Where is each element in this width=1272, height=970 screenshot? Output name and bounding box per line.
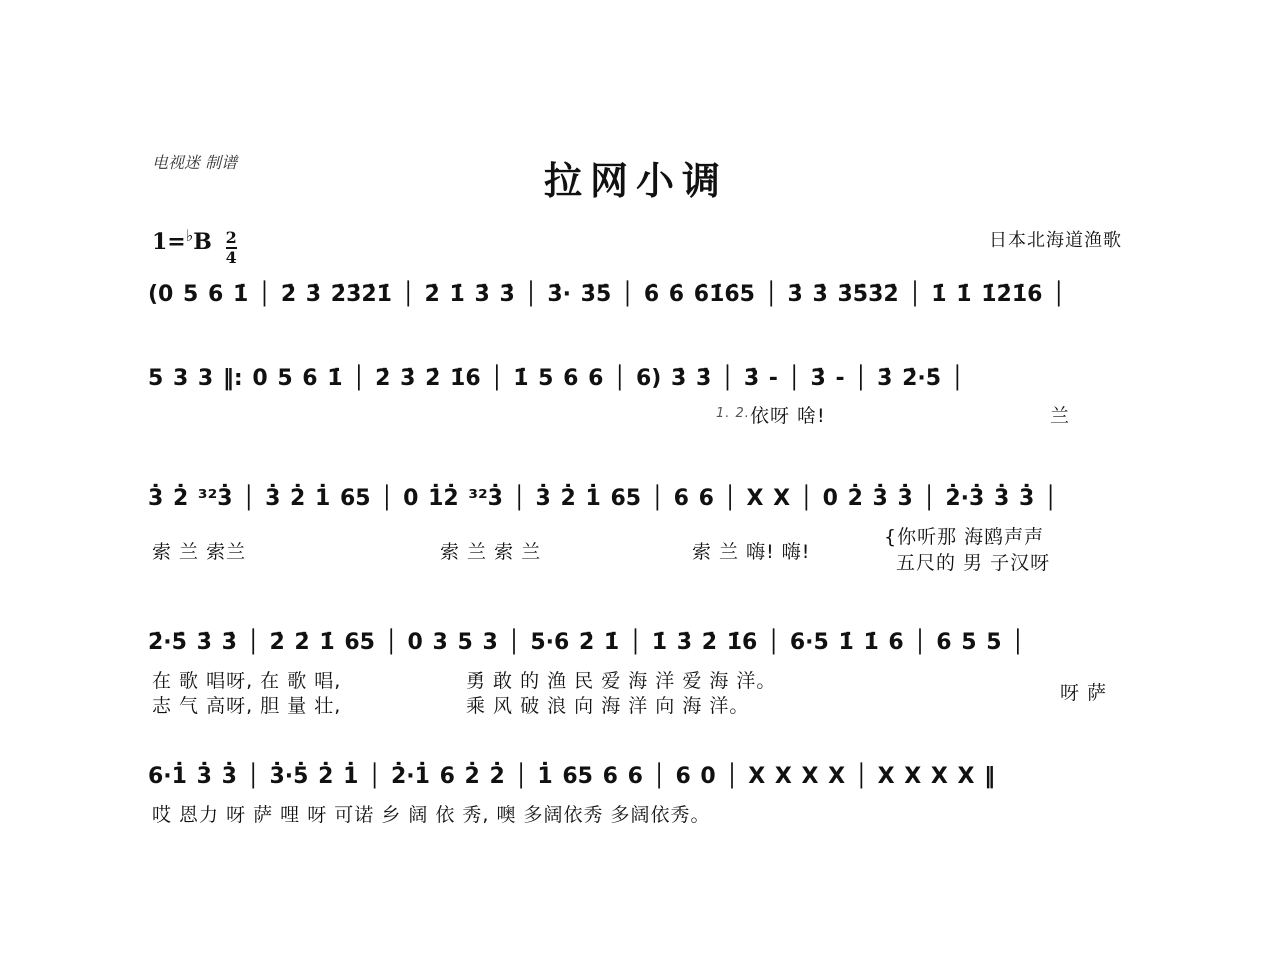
notes-row-1: (0 5 6 1̇ │ 2̇ 3̇ 2̇3̇2̇1̇ │ 2̇ 1̇ 3̇ 3̇ │ 3̇· 3̇5̇ │ 6̇ 6̇ 6̇1̇6̇5 │ 3̇ 3̇ 3̇5̇3̇2̇ │ 1̇ 1̇ 1̇2̇1̇6 │: [148, 282, 1066, 307]
staff-row-2: [148, 366, 1128, 416]
time-top: 2: [225, 228, 237, 247]
lyric-row-3b: 索 兰 索 兰: [440, 541, 542, 563]
lyric-row-4b: 勇 敢 的 渔 民 爱 海 洋 爱 海 洋。: [466, 670, 777, 692]
flat-sign: ♭: [185, 226, 194, 245]
page-title: 拉网小调: [543, 158, 728, 203]
lyric-row-2b: 兰: [1050, 405, 1071, 427]
credit: 电视迷 制谱: [152, 153, 238, 172]
notes-row-5: 6·1̇ 3̇ 3̇ │ 3̇·5̇ 2̇ 1̇ │ 2̇·1̇ 6 2̇ 2̇ │ 1̇ 65 6 6 │ 6 0 │ X X X X │ X X X X ‖: [148, 764, 996, 789]
lyric-row-4e: 呀 萨: [1060, 682, 1108, 704]
lyric-row-4a: 在 歌 唱呀, 在 歌 唱,: [152, 670, 342, 692]
lyric-row-3e: 五尺的 男 子汉呀: [896, 552, 1051, 574]
key-prefix: 1=: [152, 229, 186, 255]
notes-row-2: 5 3 3 ‖: 0 5 6 1̇ │ 2̇ 3̇ 2̇ 1̇6 │ 1̇ 5 6 6 │ 6) 3̇ 3̇ │ 3̇ - │ 3̇ - │ 3̇ 2̇·5̇ │: [148, 366, 965, 391]
lyric-row-5: 哎 恩力 呀 萨 哩 呀 可诺 乡 阔 依 秀, 噢 多阔依秀 多阔依秀。: [152, 804, 711, 826]
lyric-row-3d: {你听那 海鸥声声: [884, 526, 1045, 548]
key-signature: [152, 226, 237, 266]
time-bottom: 4: [225, 248, 237, 267]
lyric-row-2a: 依呀 啥!: [750, 405, 826, 427]
staff-row-1: [148, 282, 1128, 332]
notes-row-3: 3̇ 2̇ ³²3̇ │ 3̇ 2̇ 1̇ 65 │ 0 1̇2̇ ³²3̇ │ 3̇ 2̇ 1̇ 65 │ 6 6 │ X X │ 0 2̇ 3̇ 3̇ │ 2̇·3̇ 3̇ 3̇ │: [148, 486, 1058, 511]
lyric-row-3a: 索 兰 索兰: [152, 541, 247, 563]
lyric-row-3c: 索 兰 嗨! 嗨!: [692, 541, 811, 563]
notes-row-4: 2̇·5̇ 3̇ 3̇ │ 2̇ 2̇ 1̇ 65 │ 0 3 5 3 │ 5·6 2̇ 1̇ │ 1̇ 3̇ 2̇ 1̇6 │ 6·5 1̇ 1̇ 6 │ 6 5 5 │: [148, 630, 1025, 655]
lyric-row-4d: 乘 风 破 浪 向 海 洋 向 海 洋。: [466, 695, 750, 717]
time-signature: [226, 230, 237, 266]
origin-label: 日本北海道渔歌: [989, 230, 1122, 251]
key-letter: B: [193, 229, 212, 255]
volta-label: 1. 2.: [716, 406, 750, 421]
lyric-row-4c: 志 气 高呀, 胆 量 壮,: [152, 695, 342, 717]
